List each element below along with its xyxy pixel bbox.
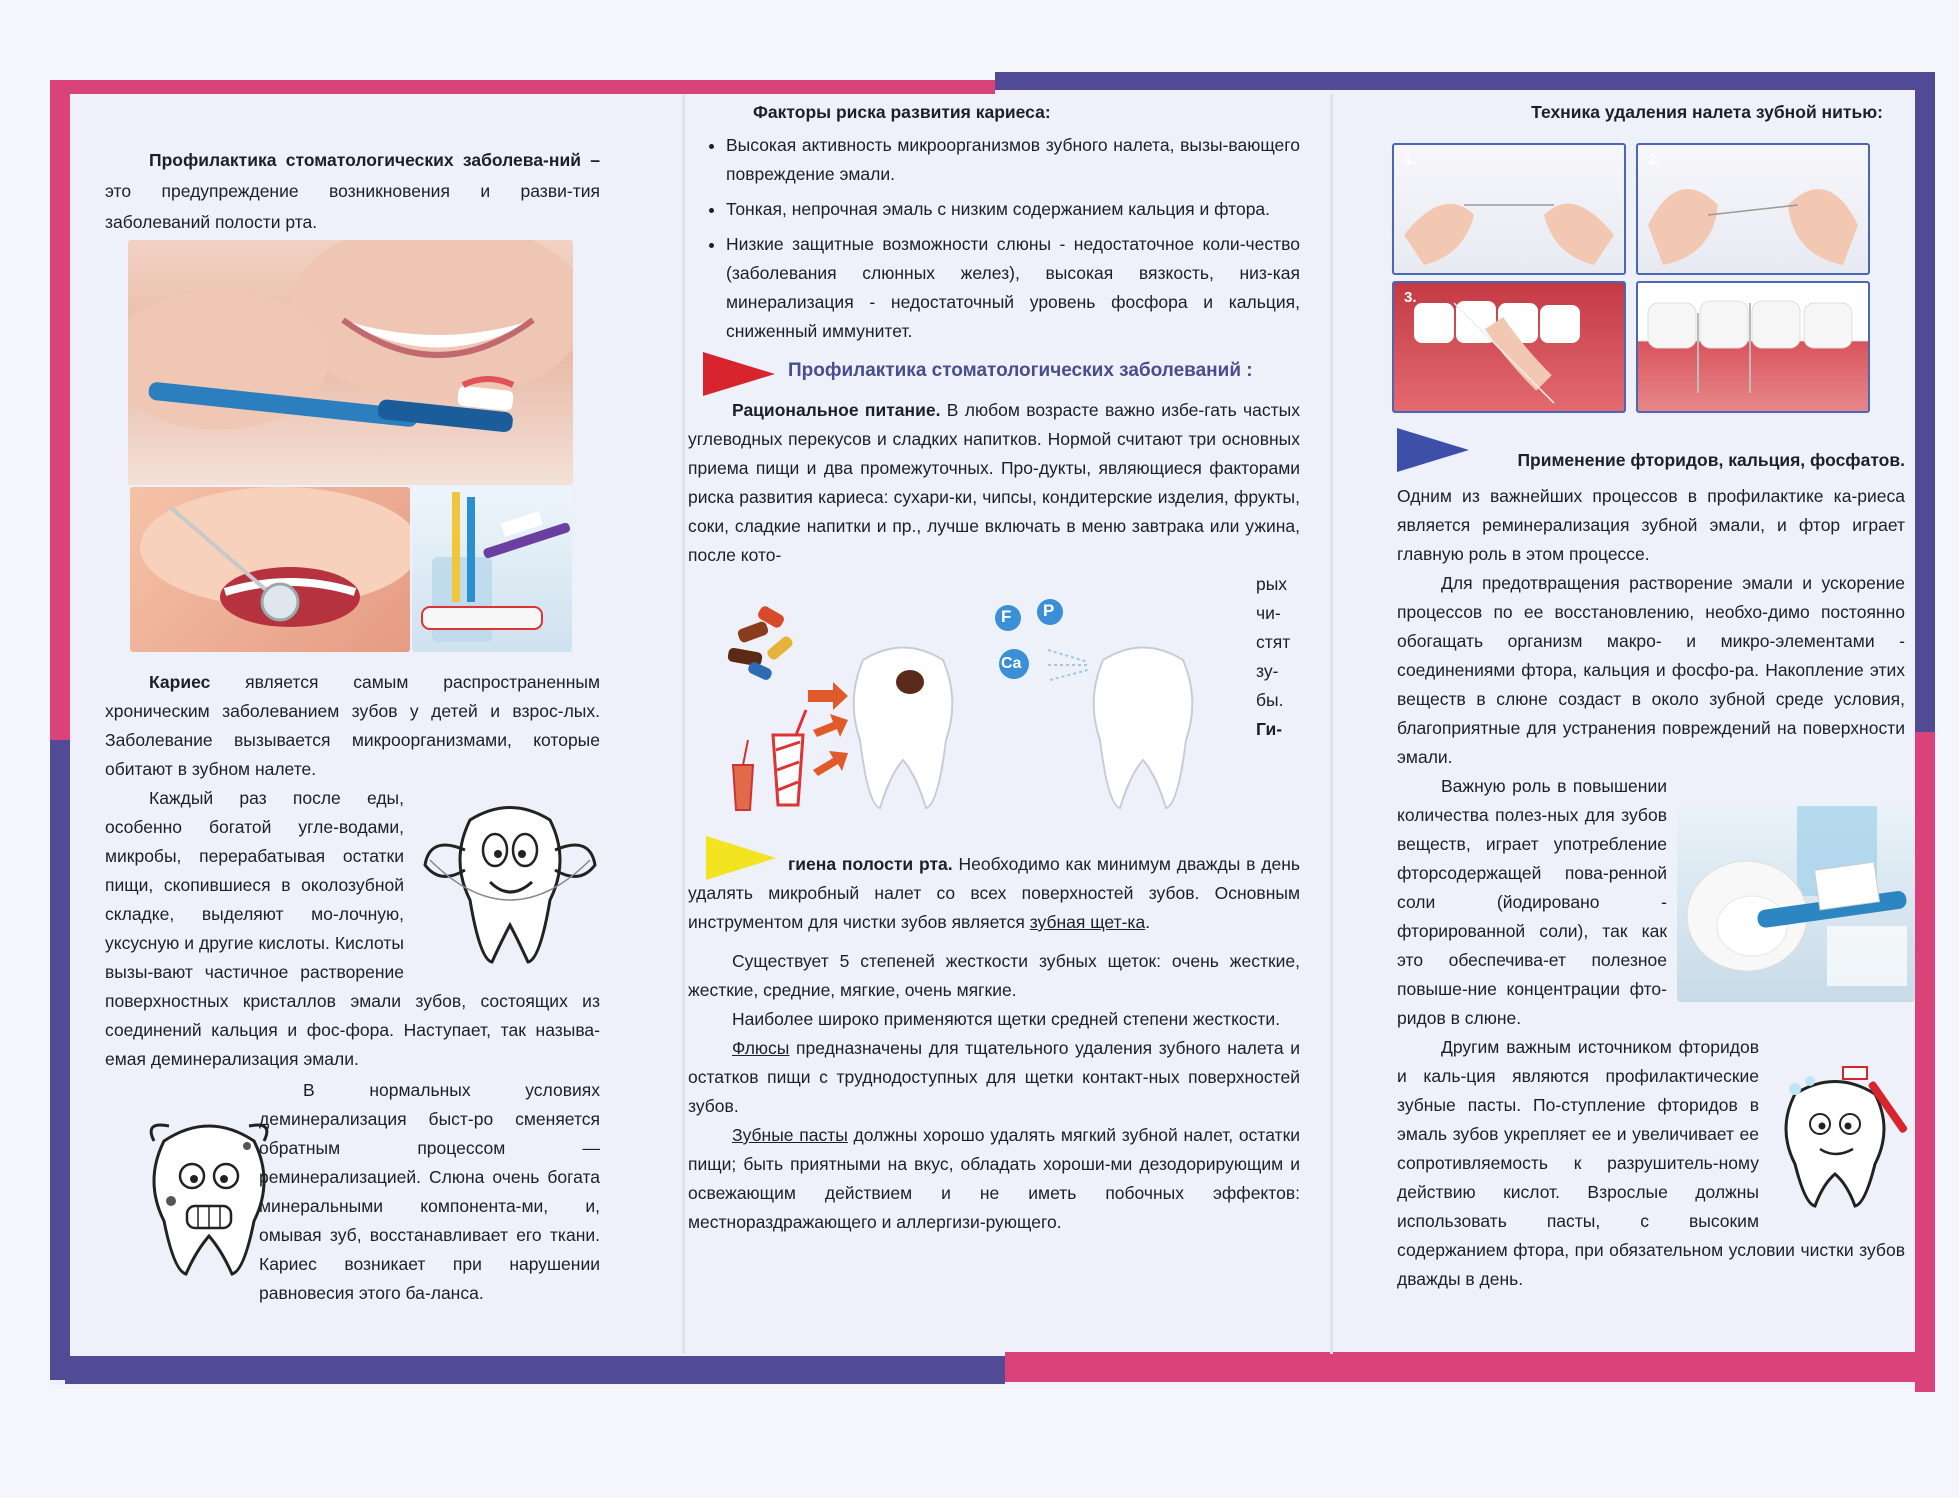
step-number: 1.: [1404, 151, 1417, 168]
risk-item: • Низкие защитные возможности слюны - недостаточное коли-чество (заболевания слюнных желез), высокая вязкость, низ-кая минерализация - недостаточный уровень фосфора и кальция, сниженный иммунитет.: [726, 230, 1300, 346]
side-word: зу-: [1256, 661, 1279, 681]
candies-icon: [727, 604, 795, 681]
brushing-tooth-illustration: [1765, 1059, 1915, 1209]
caries-process-illustration: [688, 570, 1248, 850]
arrow-icons: [808, 682, 848, 776]
floss-technique-title: Техника удаления налета зубной нитью:: [1531, 102, 1883, 122]
drink-cup-icon: [733, 710, 806, 810]
intro-paragraph: [105, 145, 600, 238]
toothbrush-link-text: зубная щет-ка: [1029, 912, 1146, 932]
nutrition-paragraph: [688, 396, 1300, 570]
right-panel: [1393, 98, 1905, 127]
sad-tooth-illustration: [85, 1106, 245, 1281]
side-word: чи-: [1256, 603, 1281, 623]
right-bar-purple: [1915, 72, 1935, 732]
floss-step-2-photo: [1636, 143, 1870, 275]
intro-term: Профилактика стоматологических заболева-ний –: [149, 150, 600, 170]
side-words: [1256, 570, 1300, 744]
ion-label-ca: Ca: [1001, 655, 1022, 672]
hygiene-end: .: [1145, 912, 1151, 932]
fluoride-paste-photo: [1677, 806, 1915, 1002]
middle-panel: [688, 98, 1300, 1237]
right-panel-body: [1397, 428, 1905, 1294]
top-bar-purple: [995, 72, 1935, 90]
paste-term: Зубные пасты: [732, 1125, 848, 1145]
nutrition-term: Рациональное питание.: [732, 400, 941, 420]
step-number: 2.: [1648, 151, 1661, 168]
salt-paragraph: Важную роль в повышении количества полез-ных для зубов веществ, играет употребление фторсодержащей пова-ренной соли (йодировано - фторированной соли), так как это обеспечива-ет полезное повыше-ние концентрации фто-ридов в слюне.: [1397, 776, 1667, 1028]
risk-item: • Высокая активность микроорганизмов зубного налета, вызы-вающего повреждение эмали.: [726, 131, 1300, 189]
bottom-bar-pink: [1005, 1352, 1935, 1382]
fold-line-right: [1330, 94, 1333, 1354]
hygiene-term: гиена полости рта.: [788, 854, 953, 874]
left-panel-caries: [105, 668, 600, 1308]
floss-step-3-photo: [1392, 281, 1626, 413]
paste-fluoride-paragraph: Другим важным источником фторидов и каль-ция являются профилактические зубные пасты. По-ступление фторидов в эмаль зубов укрепляет ее и увеличивает ее сопротивляемость к разрушитель-ному действию кислот. Взрослые должны использовать пасты, с высоким содержанием фтора, при обязательном условии чистки зубов дважды в день.: [1397, 1037, 1905, 1289]
healthy-tooth-icon: [1048, 648, 1192, 809]
degrees-paragraph: Существует 5 степеней жесткости зубных щеток: очень жесткие, жесткие, средние, мягкие, очень мягкие.: [688, 951, 1300, 1000]
remin-paragraph: Одним из важнейших процессов в профилактике ка-риеса является реминерализация зубной эмали, и фтор играет главную роль в этом процессе.: [1397, 486, 1905, 564]
prevent-paragraph: Для предотвращения растворение эмали и ускорение процессов по ее восстановлению, необхо-димо постоянно обогащать организм макро- и микро-элементами - соединениями фтора, кальция и фосфо-ра. Накопление этих веществ в слюне создаст в около зубной среде условия, благоприятные для устранения повреждений на поверхности эмали.: [1397, 573, 1905, 767]
side-word: стят: [1256, 632, 1291, 652]
ion-label-p: P: [1043, 601, 1055, 620]
norm-paragraph: [105, 1076, 600, 1308]
left-bar-purple: [50, 740, 70, 1380]
intro-text: это предупреждение возникновения и разви-тия заболеваний полости рта.: [105, 181, 600, 232]
bottom-bar-purple: [65, 1356, 1005, 1384]
toothbrushes-cup-photo: [412, 487, 572, 652]
dental-mirror-photo: [130, 487, 410, 652]
blue-triangle-marker: [1397, 428, 1469, 472]
nutrition-text: В любом возрасте важно избе-гать частых углеводных перекусов и сладких напитков. Нормой считают три основных приема пищи и два промежуточных. Про-дукты, являющиеся факторами риска развития кариеса: сухари-ки, чипсы, кондитерские изделия, фрукты, соки, сладкие напитки и пр., лучше включать в меню завтрака или ужина, после кото-: [688, 400, 1300, 565]
side-word: Ги-: [1256, 719, 1283, 739]
step-number: 3.: [1404, 289, 1417, 306]
side-word: бы.: [1256, 690, 1284, 710]
fluoride-heading-row: [1397, 428, 1905, 470]
fold-line-left: [682, 94, 685, 1354]
floss-step-1-photo: [1392, 143, 1626, 275]
paste-paragraph: [688, 1121, 1300, 1237]
prevention-title: Профилактика стоматологических заболеваний :: [788, 360, 1253, 381]
hygiene-text: Необходимо как минимум дважды в день удалять микробный налет со всех поверхностей зубов. Основным инструментом для чистки зубов является: [688, 854, 1300, 932]
left-bar-pink: [50, 80, 70, 740]
risk-title: Факторы риска развития кариеса:: [753, 102, 1051, 122]
decayed-tooth-icon: [854, 648, 953, 809]
happy-tooth-illustration: [410, 790, 610, 975]
floss-term: Флюсы: [732, 1038, 790, 1058]
right-bar-pink: [1915, 732, 1935, 1392]
floss-text: предназначены для тщательного удаления зубного налета и остатков пищи с труднодоступных для щетки контакт-ных поверхностей зубов.: [688, 1038, 1300, 1116]
risk-list: [688, 131, 1300, 346]
risk-item: • Тонкая, непрочная эмаль с низким содержанием кальция и фтора.: [726, 195, 1300, 224]
caries-term: Кариес: [149, 672, 211, 692]
step-number: 4.: [1648, 289, 1661, 306]
ion-label-f: F: [1001, 607, 1012, 626]
toothbrush-smile-photo: [128, 240, 573, 485]
top-bar-pink: [50, 80, 995, 94]
yellow-triangle-marker: [706, 836, 776, 880]
floss-paragraph: [688, 1034, 1300, 1121]
acids-paragraph: Каждый раз после еды, особенно богатой угле-водами, микробы, перерабатывая остатки пищи, скопившиеся в околозубной складке, выделяют мо-лочную, уксусную и другие кислоты. Кислоты вызы-вают частичное растворение поверхностных кристаллов эмали зубов, состоящих из соединений кальция и фос-фора. Наступает, так называ-емая деминерализация эмали.: [105, 788, 600, 1069]
paste-text: должны хорошо удалять мягкий зубной налет, остатки пищи; быть приятными на вкус, обладать хороши-ми дезодорирующим и освежающим действием и не иметь побочных эффектов: местнораздражающего и аллергизи-рующего.: [688, 1125, 1300, 1232]
medium-paragraph: Наиболее широко применяются щетки средней степени жесткости.: [732, 1009, 1281, 1029]
fluoride-title: Применение фторидов, кальция, фосфатов.: [1517, 450, 1905, 470]
red-triangle-marker: [703, 352, 775, 396]
floss-step-4-photo: [1636, 281, 1870, 413]
hygiene-paragraph: [688, 850, 1300, 937]
norm-text: В нормальных условиях деминерализация быст-ро сменяется обратным процессом — реминерализацией. Слюна очень богата минеральными компонента-ми, и, омывая зуб, восстанавливает его ткани. Кариес возникает при нарушении равновесия этого ба-ланса.: [259, 1080, 600, 1303]
caries-text: является самым распространенным хроническим заболеванием зубов у детей и взрос-лых. Заболевание вызывается микроорганизмами, которые обитают в зубном налете.: [105, 672, 600, 779]
side-word: рых: [1256, 574, 1288, 594]
left-panel: [105, 145, 600, 238]
caries-illustration-block: [688, 570, 1300, 850]
prevention-heading-row: [688, 352, 1300, 396]
hygiene-row: [688, 850, 1300, 937]
caries-paragraph: [105, 668, 600, 784]
